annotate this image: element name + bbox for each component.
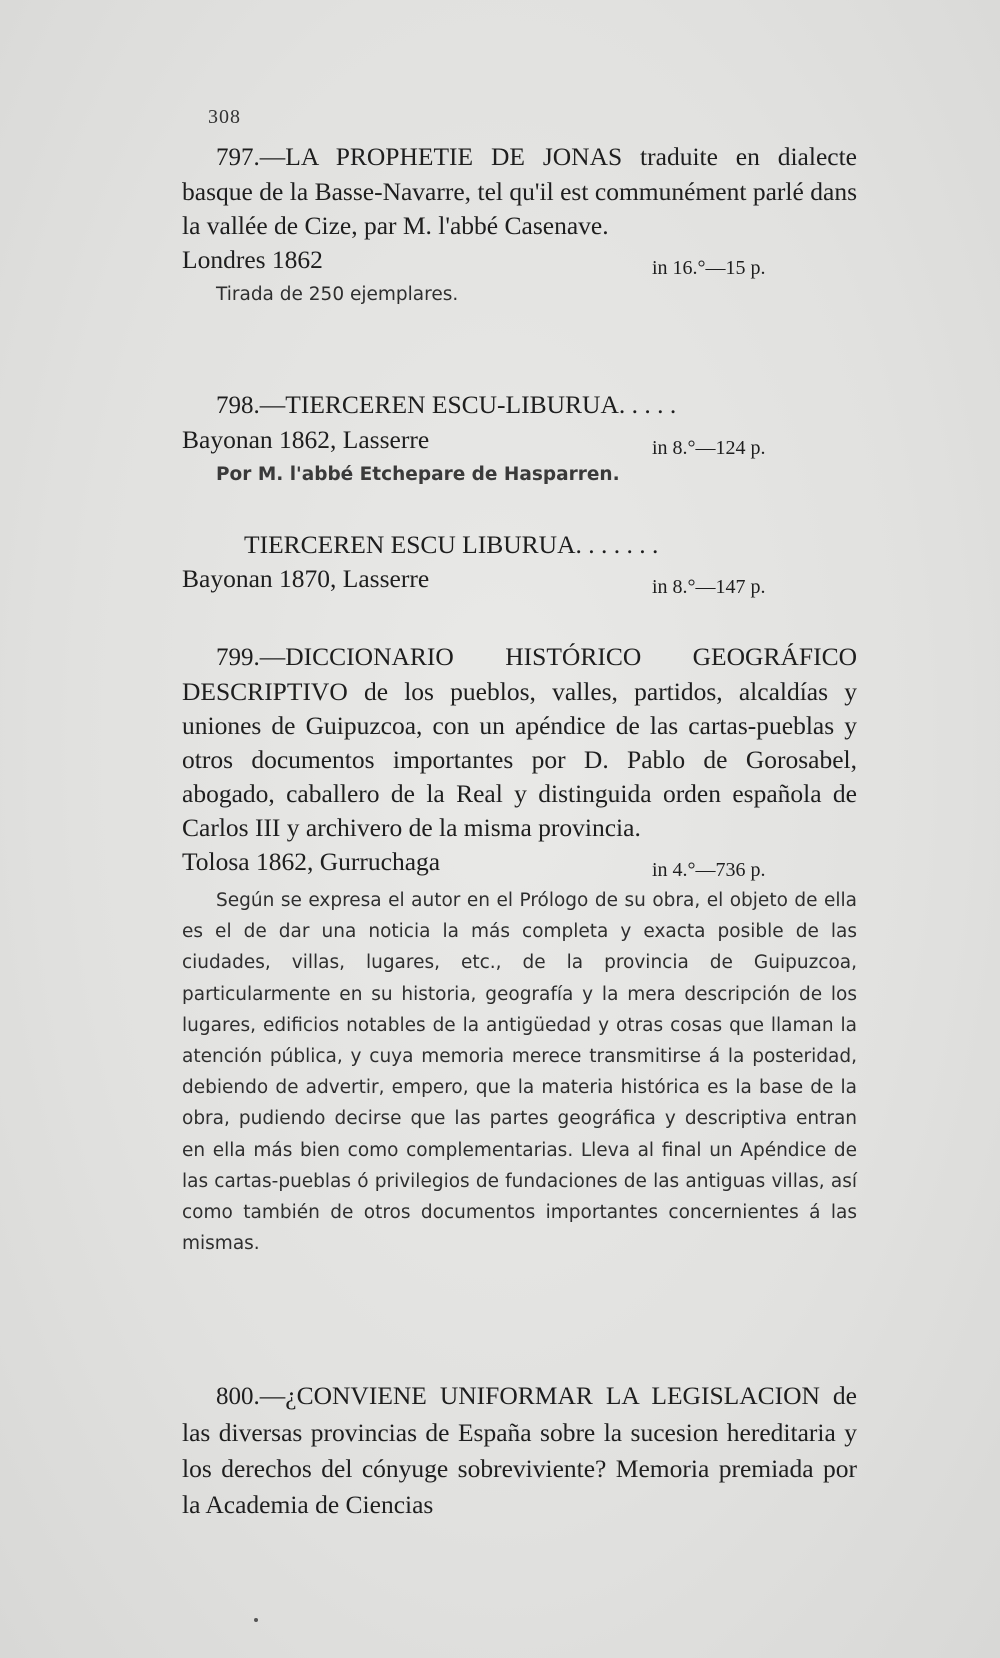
entry-797-format: in 16.°—15 p. [652, 257, 766, 279]
entry-797-imprint [182, 243, 857, 277]
entry-797-place: Londres 1862 [182, 245, 323, 274]
entry-800-text [182, 1378, 857, 1523]
entry-799-imprint [182, 845, 857, 879]
entry-800-number: 800. [216, 1383, 260, 1410]
entry-798-title: —TIERCEREN ESCU-LIBURUA. . . . . [259, 390, 677, 419]
page-number: 308 [208, 106, 241, 128]
entry-798-place: Bayonan 1862, Lasserre [182, 425, 430, 454]
entry-799-note: Según se expresa el autor en el Prólogo de su obra, el objeto de ella es el de dar una noticia la más completa y exacta posible de las ciudades, villas, lugares, etc., de la provincia de Guipuzcoa, particularmente en su historia, geografía y la mera descripción de los lugares, edificios notables de la antigüedad y otras cosas que llaman la atención pública, y cuya memoria merece transmitirse á la posteridad, debiendo de advertir, empero, que la materia histórica es la base de la obra, pudiendo decirse que las partes geográfica y descriptiva entran en ella más bien como complementarias. Lleva al final un Apéndice de las cartas-pueblas ó privilegios de fundaciones de las antiguas villas, así como también de otros documentos importantes concernientes á las mismas. [182, 890, 857, 1255]
entry-799 [182, 640, 857, 1259]
entry-798 [182, 388, 857, 490]
entry-800-description: —¿CONVIENE UNIFORMAR LA LEGISLACION de las diversas provincias de España sobre la sucesion hereditaria y los derechos del cónyuge sobreviviente? Memoria premiada por la Academia de Ciencias [182, 1381, 857, 1519]
ink-speck [254, 1618, 258, 1622]
entry-800 [182, 1378, 857, 1523]
entry-798-format: in 8.°—124 p. [652, 437, 766, 459]
entry-798b-title: TIERCEREN ESCU LIBURUA. . . . . . . [244, 530, 659, 559]
entry-797-description: —LA PROPHETIE DE JONAS traduite en dialecte basque de la Basse-Navarre, tel qu'il est communément parlé dans la vallée de Cize, par M. l'abbé Casenave. [182, 142, 857, 240]
entry-799-description: —DICCIONARIO HISTÓRICO GEOGRÁFICO DESCRIPTIVO de los pueblos, valles, partidos, alcaldías y uniones de Guipuzcoa, con un apéndice de las cartas-pueblas y otros documentos importantes por D. Pablo de Gorosabel, abogado, caballero de la Real y distinguida orden española de Carlos III y archivero de la misma provincia. [182, 642, 857, 842]
entry-798b-place: Bayonan 1870, Lasserre [182, 564, 430, 593]
entry-797-text [182, 140, 857, 243]
entry-798b-format: in 8.°—147 p. [652, 576, 766, 598]
entry-799-format: in 4.°—736 p. [652, 859, 766, 881]
entry-799-number: 799. [216, 644, 260, 671]
entry-798-second-edition [182, 528, 857, 596]
entry-798-number: 798. [216, 392, 260, 419]
entry-797 [182, 140, 857, 310]
entry-798-note: Por M. l'abbé Etchepare de Hasparren. [216, 464, 620, 485]
entry-797-note: Tirada de 250 ejemplares. [216, 284, 459, 305]
entry-798b-imprint [182, 562, 857, 596]
entry-797-number: 797. [216, 144, 260, 171]
entry-799-place: Tolosa 1862, Gurruchaga [182, 847, 441, 876]
entry-798-text [182, 388, 857, 423]
entry-799-text [182, 640, 857, 845]
entry-798-imprint [182, 423, 857, 457]
